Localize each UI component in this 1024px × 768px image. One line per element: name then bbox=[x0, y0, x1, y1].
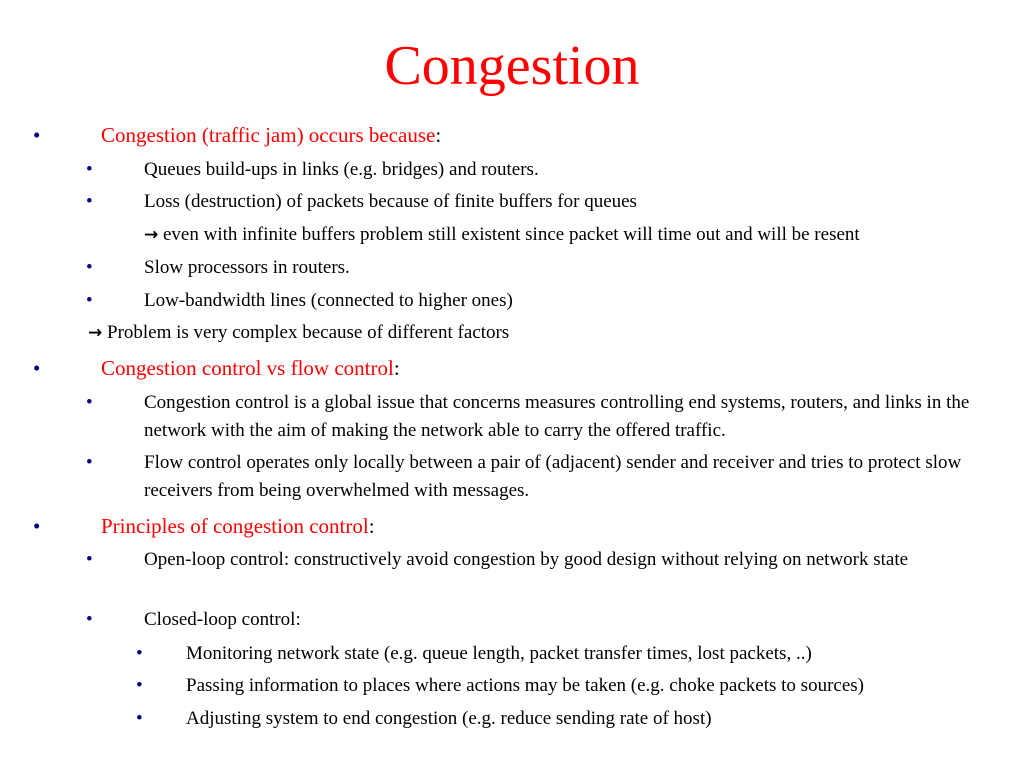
bullet-icon: • bbox=[33, 356, 41, 380]
bullet-icon: • bbox=[86, 452, 93, 473]
slide-title: Congestion bbox=[384, 35, 640, 97]
bullet-icon: • bbox=[86, 609, 93, 630]
bullet-icon: • bbox=[136, 708, 143, 729]
bullet-icon: • bbox=[86, 549, 93, 570]
bullet-icon: • bbox=[86, 290, 93, 311]
bullet-icon: • bbox=[33, 514, 41, 538]
bullet-icon: • bbox=[33, 123, 41, 147]
arrow-right-icon: → bbox=[144, 225, 159, 245]
bullet-icon: • bbox=[86, 159, 93, 180]
section-heading: Congestion control vs flow control: bbox=[101, 356, 400, 380]
arrow-right-icon: → bbox=[88, 323, 103, 343]
section-heading: Congestion (traffic jam) occurs because: bbox=[101, 123, 442, 147]
slide: Congestion • Congestion (traffic jam) occurs because: • Queues build-ups in links (e.g. bridges) and routers. • Loss (destruction) of packets because of finite buffers for queues → even with infinite buffers problem still existent since packet will time out and will be resent • Slow processors in routers. • Low-bandwidth lines (connected to higher ones) → Problem is very complex because of different factors • Congestion control vs flow control: • Congestion control is a global issue that concerns measures controlling end systems, routers, and links in the network with the aim of making the network able to carry the offered traffic. • Flow control operates only locally between a pair of (adjacent) sender and receiver and tries to protect slow receivers from being overwhelmed with messages. • Principles of congestion control: • Open-loop control: constructively avoid congestion by good design without relying on network state • Closed-loop control: • Monitoring network state (e.g. queue length, packet transfer times, lost packets, ..) • Passing information to places where actions may be taken (e.g. choke packets to sources) • Adjusting system to end congestion (e.g. reduce sending rate of host) bbox=[0, 0, 1024, 768]
bullet-icon: • bbox=[86, 191, 93, 212]
bullet-icon: • bbox=[86, 392, 93, 413]
bullet-icon: • bbox=[136, 675, 143, 696]
section-heading: Principles of congestion control: bbox=[101, 514, 375, 538]
bullet-icon: • bbox=[136, 643, 143, 664]
bullet-icon: • bbox=[86, 257, 93, 278]
